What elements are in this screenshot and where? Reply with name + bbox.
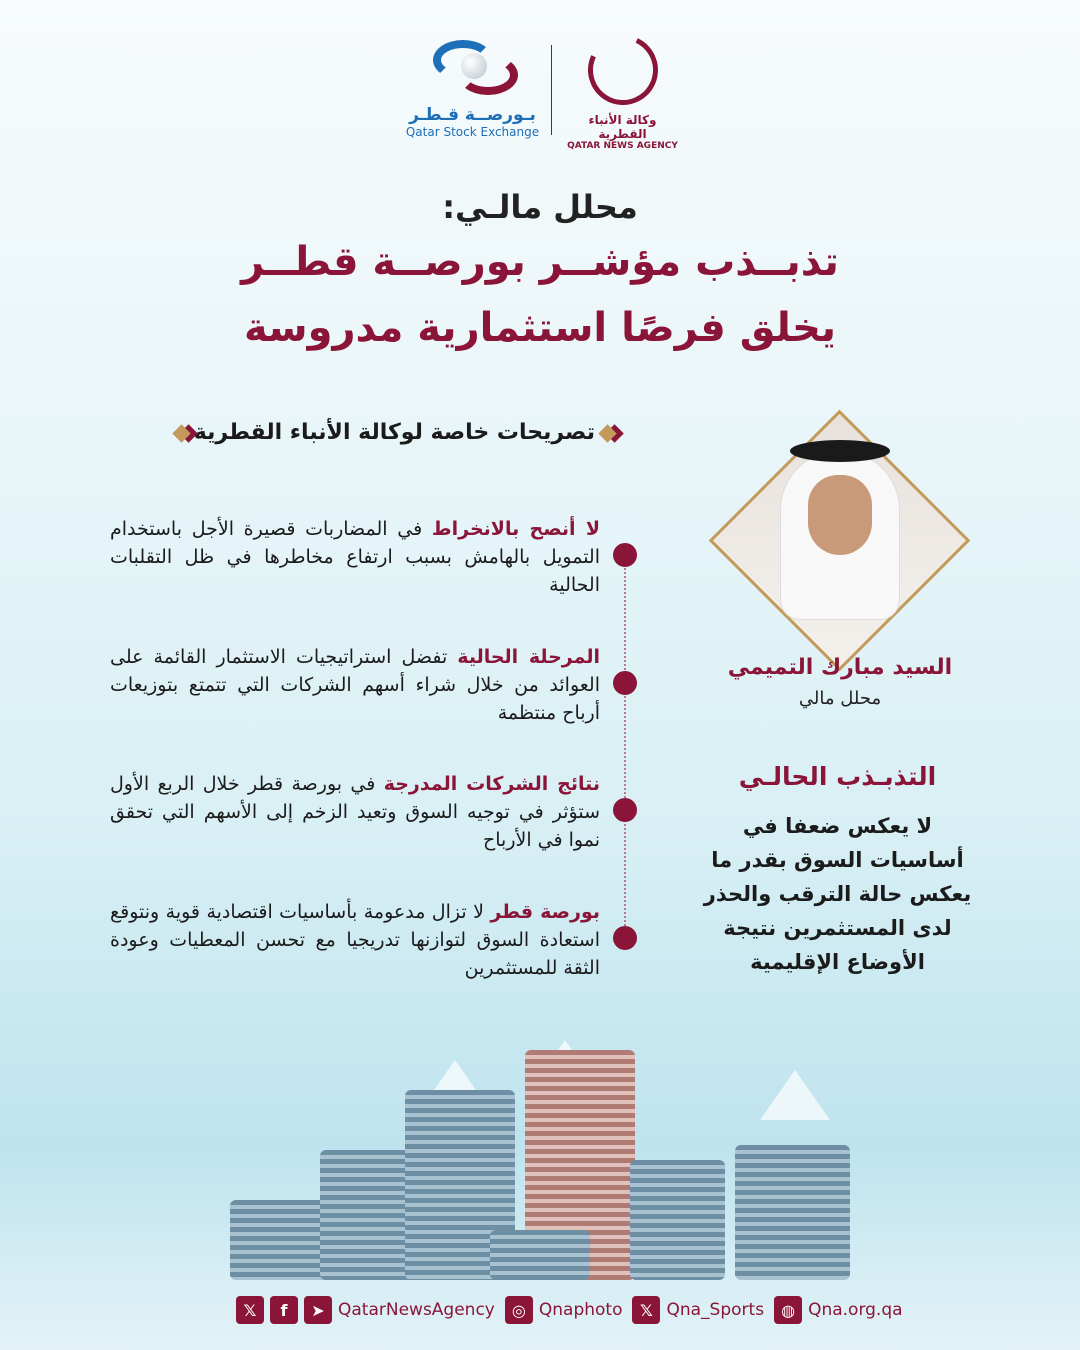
x-icon[interactable]: 𝕏 — [236, 1296, 264, 1324]
social-handle-qna-sports[interactable]: Qna_Sports — [666, 1300, 765, 1320]
timeline-line — [624, 552, 626, 942]
telegram-icon[interactable]: ➤ — [304, 1296, 332, 1324]
x-icon[interactable]: 𝕏 — [632, 1296, 660, 1324]
coin-stacks-illustration — [230, 1040, 860, 1280]
social-handle-qnaphoto[interactable]: Qnaphoto — [538, 1300, 623, 1320]
instagram-icon[interactable]: ◎ — [505, 1296, 533, 1324]
arrow-up-icon — [760, 1070, 830, 1120]
qna-english-name: QATAR NEWS AGENCY — [567, 141, 678, 151]
statement-lead: بورصة قطر — [490, 901, 600, 923]
timeline-dot — [613, 671, 637, 695]
timeline-dot — [613, 926, 637, 950]
qna-arabic-name: وكالة الأنباء القطرية — [588, 113, 657, 141]
qna-logo-mark-icon — [578, 25, 668, 115]
statement-item — [110, 898, 600, 982]
social-footer — [236, 1295, 907, 1325]
analyst-photo — [780, 430, 900, 630]
social-handle-qna[interactable]: QatarNewsAgency — [338, 1300, 495, 1320]
logo-divider — [551, 45, 552, 135]
statement-text: في المضاربات قصيرة الأجل باستخدام التمويل بالهامش بسبب ارتفاع مخاطرها في ظل التقلبات الحالية — [110, 518, 600, 596]
statement-lead: نتائج الشركات المدرجة — [383, 773, 600, 795]
quote-box — [700, 762, 975, 979]
analyst-role: محلل مالي — [798, 688, 882, 709]
quote-text: لا يعكس ضعفا في أساسيات السوق بقدر ما يعكس حالة الترقب والحذر لدى المستثمرين نتيجة الأوضاع الإقليمية — [703, 814, 972, 974]
qatar-stock-exchange-logo — [400, 35, 545, 139]
analyst-info — [720, 655, 960, 709]
timeline-dot — [613, 798, 637, 822]
analyst-name: السيد مبارك التميمي — [727, 655, 953, 680]
statement-item — [110, 515, 600, 599]
headline-line-1: تذبــذب مؤشــر بورصــة قطــر — [241, 239, 839, 285]
diamond-icon — [598, 424, 616, 442]
qatar-news-agency-logo — [565, 35, 680, 151]
headline-line-2: يخلق فرصًا استثمارية مدروسة — [244, 305, 836, 351]
qse-logo-mark-icon — [428, 35, 518, 105]
statement-lead: المرحلة الحالية — [457, 646, 600, 668]
statement-text: لا تزال مدعومة بأساسيات اقتصادية قوية ونتوقع استعادة السوق لتوازنها تدريجيا مع تحسن المعطيات وعودة الثقة للمستثمرين — [110, 901, 600, 979]
timeline-dot — [613, 543, 637, 567]
facebook-icon[interactable]: f — [270, 1296, 298, 1324]
section-label — [130, 420, 620, 445]
statement-item — [110, 770, 600, 854]
statement-item — [110, 643, 600, 727]
quote-heading: التذبـذب الحالـي — [738, 762, 937, 791]
statement-lead: لا أنصح بالانخراط — [431, 518, 600, 540]
headline-kicker: محلل مالـي: — [442, 188, 638, 226]
headline — [0, 188, 1080, 358]
qse-english-name: Qatar Stock Exchange — [405, 125, 540, 139]
header-logos — [0, 30, 1080, 150]
statement-text: في بورصة قطر خلال الربع الأول ستؤثر في توجيه السوق وتعيد الزخم إلى الأسهم التي تحقق نموا في الأرباح — [110, 773, 600, 851]
website-link[interactable]: Qna.org.qa — [808, 1300, 903, 1320]
section-label-text: تصريحات خاصة لوكالة الأنباء القطرية — [193, 420, 595, 445]
qse-arabic-name: بـورصــة قـطـر — [409, 105, 536, 125]
diamond-icon — [172, 424, 190, 442]
statement-text: تفضل استراتيجيات الاستثمار القائمة على العوائد من خلال شراء أسهم الشركات التي تتمتع بتوزيعات أرباح منتظمة — [110, 646, 600, 724]
globe-icon[interactable]: ◍ — [774, 1296, 802, 1324]
